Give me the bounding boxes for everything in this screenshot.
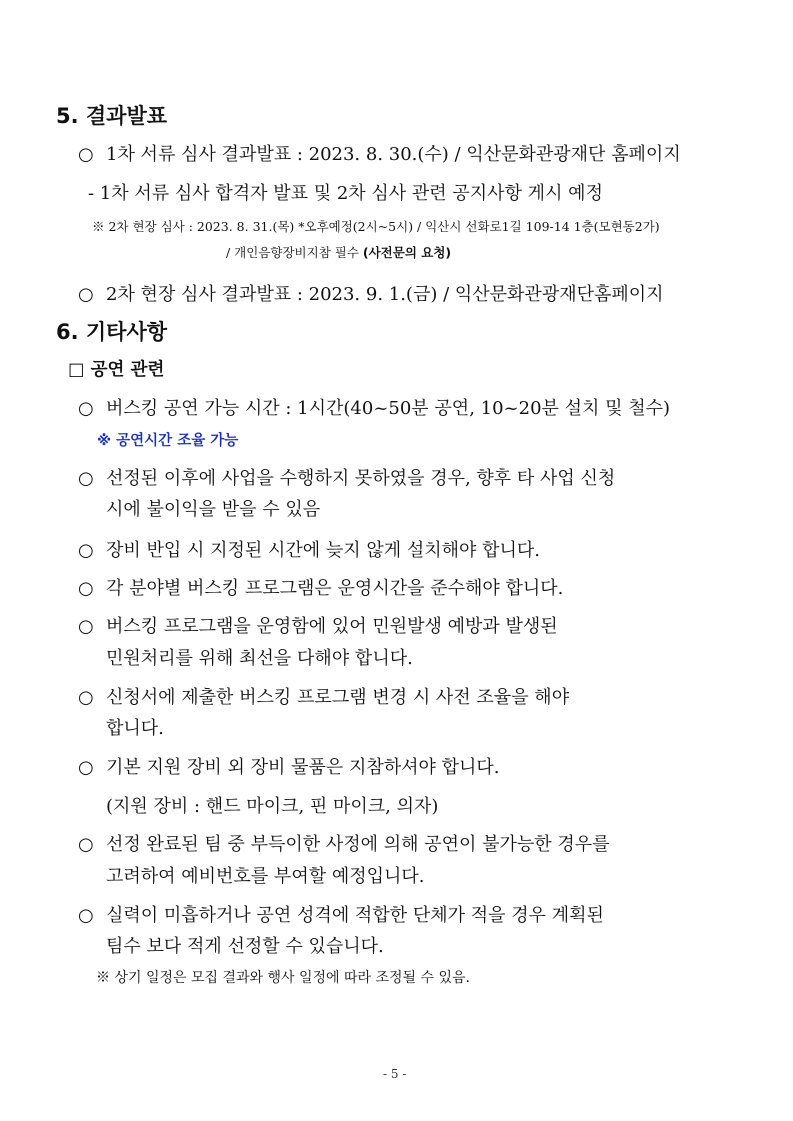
circle-bullet-icon: ○ xyxy=(78,687,94,708)
circle-bullet-icon: ○ xyxy=(78,144,94,165)
s5-item-1: ○ 1차 서류 심사 결과발표 : 2023. 8. 30.(수) / 익산문화관광재단 홈페이지 xyxy=(78,144,681,165)
section-6-title: 6. 기타사항 xyxy=(56,320,168,344)
s6-item-6-cont: 합니다. xyxy=(106,718,164,739)
s6-footnote: ※ 상기 일정은 모집 결과와 행사 일정에 따라 조정될 수 있음. xyxy=(96,970,471,986)
circle-bullet-icon: ○ xyxy=(78,905,94,926)
s6-item-9: ○ 실력이 미흡하거나 공연 성격에 적합한 단체가 적을 경우 계획된 xyxy=(78,905,604,926)
circle-bullet-icon: ○ xyxy=(78,540,94,561)
s6-item-6: ○ 신청서에 제출한 버스킹 프로그램 변경 시 사전 조율을 해야 xyxy=(78,687,570,708)
circle-bullet-icon: ○ xyxy=(78,834,94,855)
s6-subtitle: □ 공연 관련 xyxy=(68,360,165,380)
s6-item-5: ○ 버스킹 프로그램을 운영함에 있어 민원발생 예방과 발생된 xyxy=(78,616,558,637)
s5-note-line-2: / 개인음향장비지참 필수 (사전문의 요청) xyxy=(226,245,452,260)
circle-bullet-icon: ○ xyxy=(78,757,94,778)
circle-bullet-icon: ○ xyxy=(78,284,94,305)
s6-item-8: ○ 선정 완료된 팀 중 부득이한 사정에 의해 공연이 불가능한 경우를 xyxy=(78,834,610,855)
s6-item-7: ○ 기본 지원 장비 외 장비 물품은 지참하셔야 합니다. xyxy=(78,757,500,778)
s6-item-2-cont: 시에 불이익을 받을 수 있음 xyxy=(106,499,321,520)
s6-item-9-cont: 팀수 보다 적게 선정할 수 있습니다. xyxy=(106,936,384,957)
checkbox-square-icon: □ xyxy=(68,360,85,380)
circle-bullet-icon: ○ xyxy=(78,616,94,637)
s6-item-3: ○ 장비 반입 시 지정된 시간에 늦지 않게 설치해야 합니다. xyxy=(78,540,541,561)
s5-item-1-sub: - 1차 서류 심사 합격자 발표 및 2차 심사 관련 공지사항 게시 예정 xyxy=(88,183,603,204)
s6-item-7-cont: (지원 장비 : 핸드 마이크, 핀 마이크, 의자) xyxy=(106,796,439,817)
s6-item-5-cont: 민원처리를 위해 최선을 다해야 합니다. xyxy=(106,648,413,669)
s6-item-1: ○ 버스킹 공연 가능 시간 : 1시간(40~50분 공연, 10~20분 설치 및 철수) xyxy=(78,398,671,419)
s5-item-2: ○ 2차 현장 심사 결과발표 : 2023. 9. 1.(금) / 익산문화관광재단홈페이지 xyxy=(78,284,664,305)
s6-item-2: ○ 선정된 이후에 사업을 수행하지 못하였을 경우, 향후 타 사업 신청 xyxy=(78,468,616,489)
circle-bullet-icon: ○ xyxy=(78,468,94,489)
section-5-title: 5. 결과발표 xyxy=(56,104,168,128)
page-number: - 5 - xyxy=(383,1067,407,1081)
s6-item-4: ○ 각 분야별 버스킹 프로그램은 운영시간을 준수해야 합니다. xyxy=(78,578,564,599)
s6-item-8-cont: 고려하여 예비번호를 부여할 예정입니다. xyxy=(106,866,425,887)
circle-bullet-icon: ○ xyxy=(78,398,94,419)
s6-item-1-note: ※ 공연시간 조율 가능 xyxy=(97,433,239,449)
circle-bullet-icon: ○ xyxy=(78,578,94,599)
s5-note-line-1: ※ 2차 현장 심사 : 2023. 8. 31.(목) *오후예정(2시~5시) / 익산시 선화로1길 109-14 1층(모현동2가) xyxy=(92,219,660,234)
